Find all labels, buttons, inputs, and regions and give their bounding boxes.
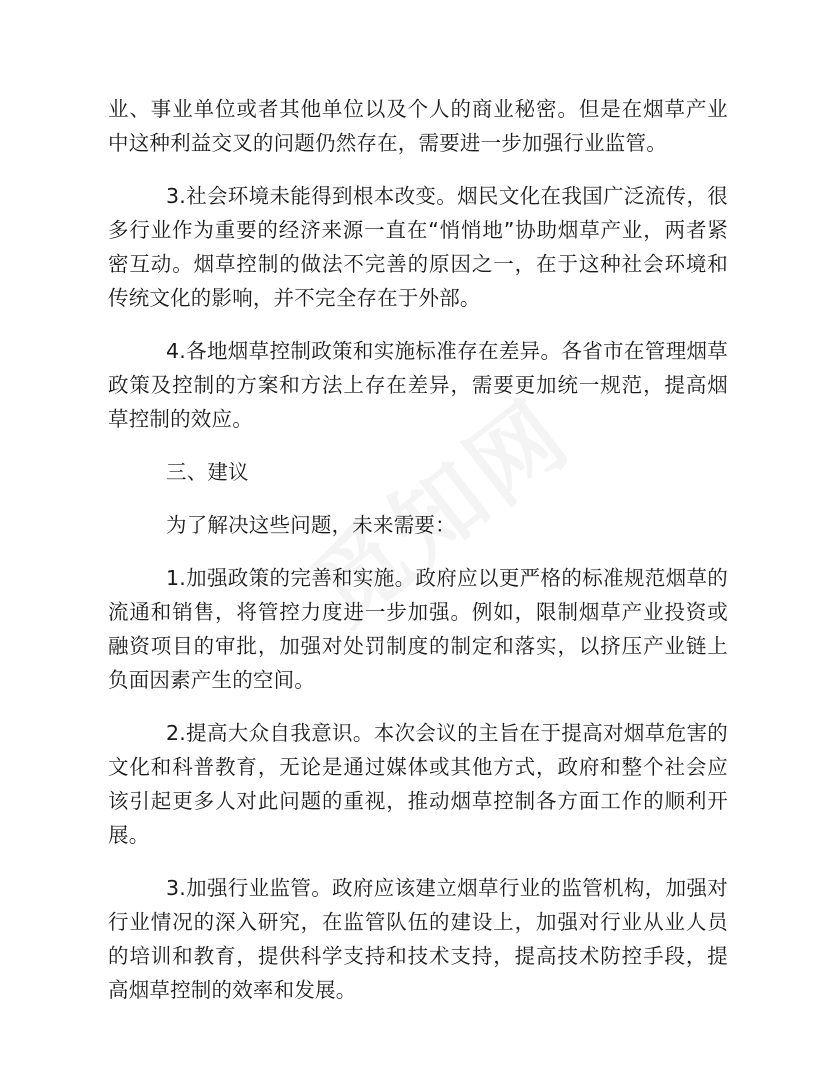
paragraph-policy: 1.加强政策的完善和实施。政府应以更严格的标准规范烟草的流通和销售，将管控力度进一步加强。例如，限制烟草产业投资或融资项目的审批，加强对处罚制度的制定和落实，以挤压产业链上负面因素产生的空间。: [108, 566, 728, 692]
paragraph-supervision: 3.加强行业监管。政府应该建立烟草行业的监管机构，加强对行业情况的深入研究，在监管队伍的建设上，加强对行业从业人员的培训和教育，提供科学支持和技术支持，提高技术防控手段，提高烟草控制的效率和发展。: [108, 876, 728, 1002]
paragraph-intro: 为了解决这些问题，未来需要：: [166, 513, 456, 537]
section-heading-suggestions: 三、建议: [166, 460, 249, 484]
document-body: [108, 92, 728, 1026]
paragraph-continued: 业、事业单位或者其他单位以及个人的商业秘密。但是在烟草产业中这种利益交叉的问题仍然存在，需要进一步加强行业监管。: [108, 97, 728, 155]
paragraph-social-environment: 3.社会环境未能得到根本改变。烟民文化在我国广泛流传，很多行业作为重要的经济来源一直在“悄悄地”协助烟草产业，两者紧密互动。烟草控制的做法不完善的原因之一，在于这种社会环境和传统文化的影响，并不完全存在于外部。: [108, 184, 728, 310]
paragraph-awareness: 2.提高大众自我意识。本次会议的主旨在于提高对烟草危害的文化和科普教育，无论是通过媒体或其他方式，政府和整个社会应该引起更多人对此问题的重视，推动烟草控制各方面工作的顺利开展。: [108, 721, 728, 847]
paragraph-local-differences: 4.各地烟草控制政策和实施标准存在差异。各省市在管理烟草政策及控制的方案和方法上存在差异，需要更加统一规范，提高烟草控制的效应。: [108, 339, 728, 431]
